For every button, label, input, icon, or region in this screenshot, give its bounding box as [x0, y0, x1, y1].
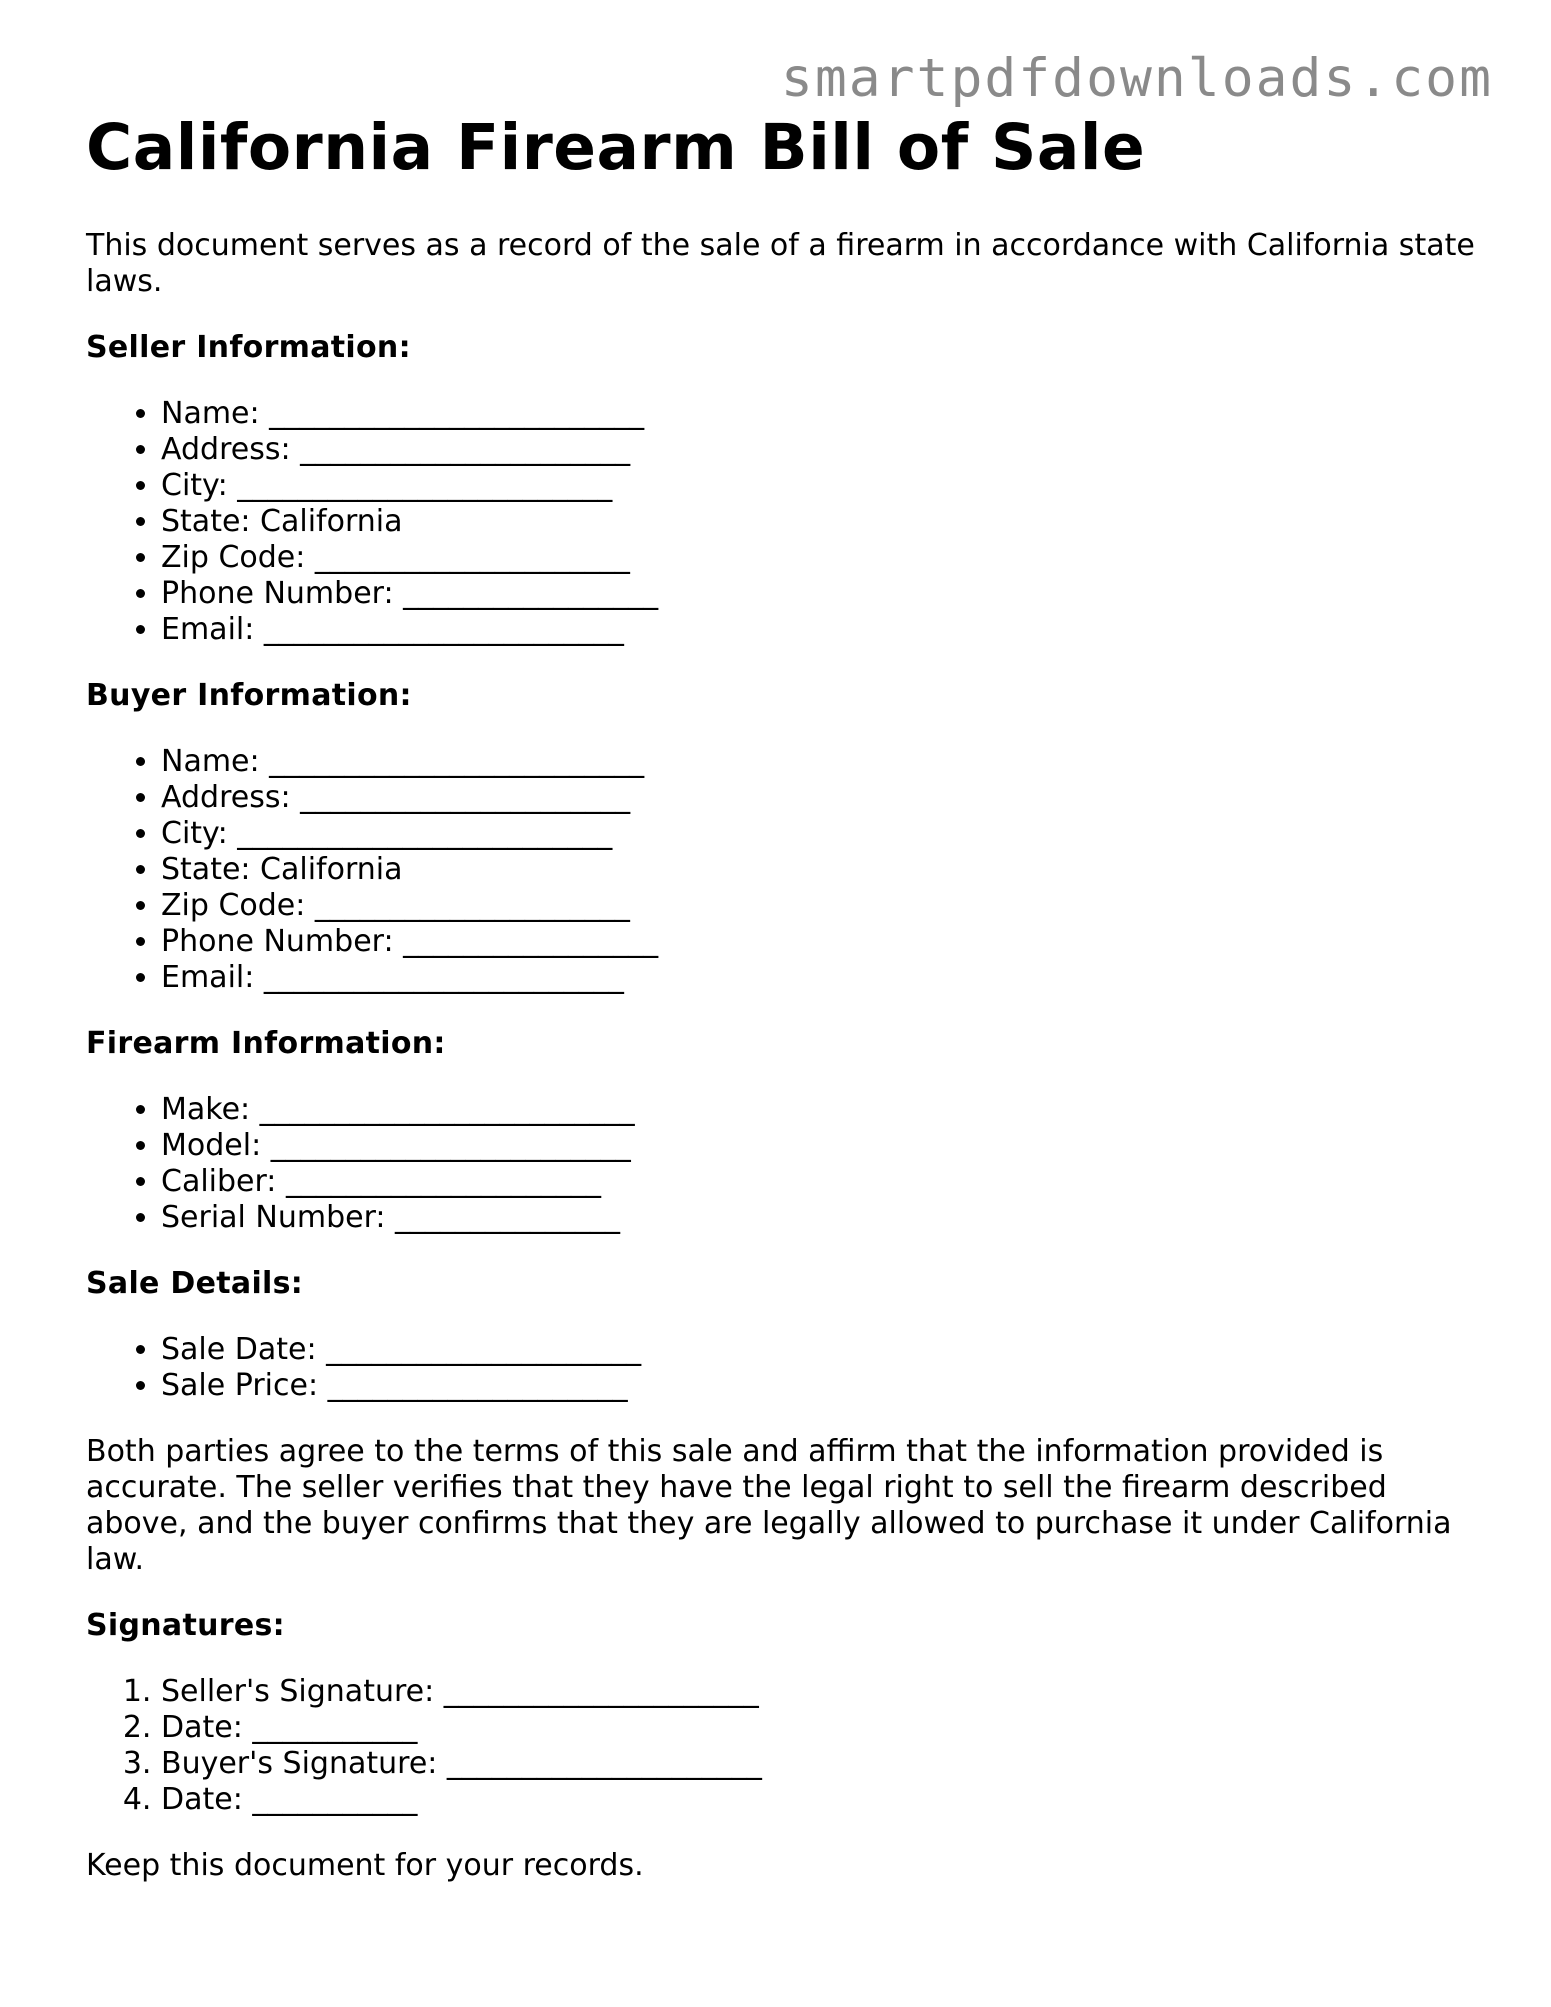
seller-address-field: • Address: ______________________ [161, 432, 1476, 468]
buyer-phone-field: • Phone Number: _________________ [161, 924, 1476, 960]
buyer-date-field: 4. Date: ___________ [161, 1782, 1476, 1818]
buyer-signature-field: 3. Buyer's Signature: _____________________ [161, 1746, 1476, 1782]
seller-name-field: • Name: _________________________ [161, 396, 1476, 432]
sale-price-field: • Sale Price: ____________________ [161, 1368, 1476, 1404]
firearm-serial-field: • Serial Number: _______________ [161, 1200, 1476, 1236]
firearm-make-field: • Make: _________________________ [161, 1092, 1476, 1128]
firearm-model-field: • Model: ________________________ [161, 1128, 1476, 1164]
seller-city-field: • City: _________________________ [161, 468, 1476, 504]
seller-signature-field: 1. Seller's Signature: _____________________ [161, 1674, 1476, 1710]
buyer-state-field: • State: California [161, 852, 1476, 888]
buyer-city-field: • City: _________________________ [161, 816, 1476, 852]
buyer-name-field: • Name: _________________________ [161, 744, 1476, 780]
document-title: California Firearm Bill of Sale [86, 111, 1146, 184]
firearm-list [86, 1092, 1476, 1236]
seller-heading: Seller Information: [86, 330, 411, 365]
seller-zip-field: • Zip Code: _____________________ [161, 540, 1476, 576]
seller-state-field: • State: California [161, 504, 1476, 540]
seller-phone-field: • Phone Number: _________________ [161, 576, 1476, 612]
sale-date-field: • Sale Date: _____________________ [161, 1332, 1476, 1368]
buyer-email-field: • Email: ________________________ [161, 960, 1476, 996]
footer-note: Keep this document for your records. [86, 1848, 644, 1883]
sale-list [86, 1332, 1476, 1404]
seller-list [86, 396, 1476, 648]
sale-heading: Sale Details: [86, 1266, 304, 1301]
seller-date-field: 2. Date: ___________ [161, 1710, 1476, 1746]
document-body [86, 108, 1476, 1884]
seller-email-field: • Email: ________________________ [161, 612, 1476, 648]
agreement-paragraph: Both parties agree to the terms of this sale and affirm that the information provided is accurate. The seller verifies that they have the legal right to sell the firearm described above, and the buyer confirms that they are legally allowed to purchase it under California law. [86, 1434, 1452, 1577]
firearm-heading: Firearm Information: [86, 1026, 446, 1061]
signatures-list [86, 1674, 1476, 1818]
buyer-zip-field: • Zip Code: _____________________ [161, 888, 1476, 924]
firearm-caliber-field: • Caliber: _____________________ [161, 1164, 1476, 1200]
intro-paragraph: This document serves as a record of the sale of a firearm in accordance with California state laws. [86, 228, 1475, 299]
buyer-heading: Buyer Information: [86, 678, 412, 713]
buyer-address-field: • Address: ______________________ [161, 780, 1476, 816]
buyer-list [86, 744, 1476, 996]
signatures-heading: Signatures: [86, 1608, 285, 1643]
watermark: smartpdfdownloads.com [780, 48, 1493, 109]
